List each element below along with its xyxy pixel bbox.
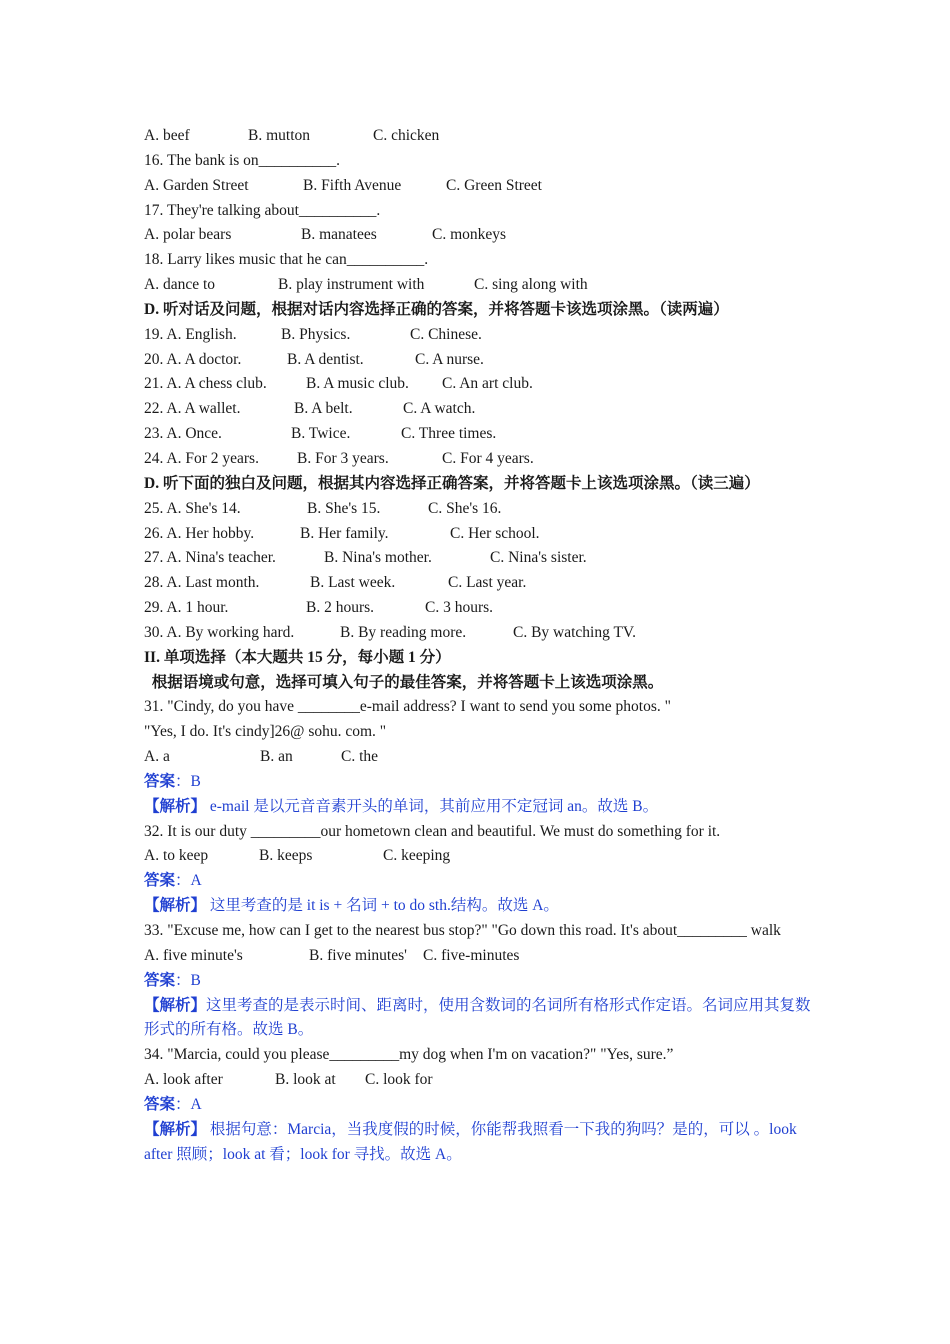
option-text: B. keeps: [259, 847, 313, 865]
explanation-label: 【解析】: [144, 996, 207, 1014]
option-text: C. the: [341, 748, 379, 766]
option-text: B. five minutes': [309, 946, 407, 964]
option-text: A. beef: [144, 127, 190, 144]
question-text: 33. "Excuse me, how can I get to the nearest bus stop?" "Go down this road. It's about_________ walk: [144, 922, 781, 939]
explanation: [144, 894, 814, 919]
document-page: [144, 124, 814, 1167]
question-text: 32. It is our duty _________our hometown clean and beautiful. We must do something for it.: [144, 822, 721, 840]
answer-label: 答案: [144, 1095, 176, 1113]
option-text: A. Garden Street: [144, 176, 249, 194]
option-text: 20. A. A doctor.: [144, 350, 242, 368]
option-text: C. Green Street: [446, 176, 542, 194]
option-row: [144, 273, 814, 298]
explanation-text: 根据句意：Marcia，当我度假的时候，你能帮我照看一下我的狗吗？是的，可以 。look after 照顾；look at 看；look for 寻找。故选 A。: [144, 1120, 797, 1163]
option-text: 29. A. 1 hour.: [144, 599, 229, 617]
option-text: B. Her family.: [300, 524, 389, 542]
option-row: [144, 223, 814, 248]
option-text: C. look for: [365, 1071, 433, 1089]
option-text: B. She's 15.: [307, 499, 381, 517]
option-row: [144, 844, 814, 869]
option-row: [144, 372, 814, 397]
option-text: B. Nina's mother.: [324, 549, 432, 567]
option-text: B. mutton: [248, 127, 311, 144]
section-heading: 根据语境或句意，选择可填入句子的最佳答案，并将答题卡上该选项涂黑。: [144, 673, 664, 691]
answer-value: ：A: [175, 1095, 202, 1113]
option-text: A. look after: [144, 1071, 223, 1089]
answer-label: 答案: [144, 872, 176, 890]
option-row: [144, 571, 814, 596]
option-row: [144, 944, 814, 969]
question-text: 17. They're talking about__________.: [144, 201, 381, 219]
option-text: B. A dentist.: [287, 350, 364, 368]
question-text: 31. "Cindy, do you have ________e-mail address? I want to send you some photos. ": [144, 698, 671, 716]
answer-value: ：B: [175, 971, 201, 989]
option-text: C. 3 hours.: [425, 599, 494, 617]
question-text: 18. Larry likes music that he can__________.: [144, 251, 429, 269]
option-row: [144, 596, 814, 621]
option-text: 22. A. A wallet.: [144, 400, 241, 418]
question-text: 16. The bank is on__________.: [144, 151, 341, 169]
option-text: C. sing along with: [474, 276, 588, 294]
option-text: 23. A. Once.: [144, 425, 222, 443]
option-text: B. A music club.: [306, 375, 409, 393]
option-text: C. A nurse.: [415, 350, 484, 368]
option-text: C. monkeys: [432, 226, 507, 244]
option-row: [144, 124, 814, 149]
option-text: 25. A. She's 14.: [144, 499, 241, 517]
option-text: C. Chinese.: [410, 325, 482, 343]
explanation-label: 【解析】: [144, 1120, 207, 1138]
option-text: 24. A. For 2 years.: [144, 449, 259, 467]
option-text: B. For 3 years.: [297, 449, 389, 467]
explanation-text: 这里考查的是表示时间、距离时，使用含数词的名词所有格形式作定语。名词应用其复数形式的所有格。故选 B。: [144, 996, 811, 1039]
option-text: 26. A. Her hobby.: [144, 524, 255, 542]
option-text: C. For 4 years.: [442, 449, 534, 467]
option-row: [144, 447, 814, 472]
explanation: [144, 1118, 814, 1168]
answer-line: [144, 1093, 814, 1118]
option-text: B. A belt.: [294, 400, 353, 418]
explanation: [144, 795, 814, 820]
question-text: 34. "Marcia, could you please_________my dog when I'm on vacation?" "Yes, sure.”: [144, 1046, 674, 1064]
section-heading: II. 单项选择（本大题共 15 分，每小题 1 分）: [144, 648, 451, 666]
option-text: C. She's 16.: [428, 499, 502, 517]
option-text: A. dance to: [144, 276, 216, 294]
option-text: A. five minute's: [144, 946, 243, 964]
option-text: C. chicken: [373, 127, 440, 144]
option-text: B. Last week.: [310, 574, 396, 592]
option-text: 28. A. Last month.: [144, 574, 260, 592]
option-text: B. an: [260, 748, 293, 766]
option-text: B. 2 hours.: [306, 599, 375, 617]
option-text: 30. A. By working hard.: [144, 623, 295, 641]
option-text: A. a: [144, 748, 170, 766]
option-text: B. Twice.: [291, 425, 351, 443]
answer-line: [144, 969, 814, 994]
option-row: [144, 422, 814, 447]
section-heading: D. 听对话及问题，根据对话内容选择正确的答案，并将答题卡该选项涂黑。（读两遍）: [144, 300, 729, 318]
answer-label: 答案: [144, 971, 176, 989]
option-row: [144, 497, 814, 522]
option-text: C. Nina's sister.: [490, 549, 587, 567]
explanation: [144, 994, 814, 1044]
answer-line: [144, 869, 814, 894]
option-text: B. play instrument with: [278, 276, 425, 294]
explanation-text: 这里考查的是 it is + 名词 + to do sth.结构。故选 A。: [206, 897, 559, 915]
option-row: [144, 522, 814, 547]
option-text: 27. A. Nina's teacher.: [144, 549, 276, 567]
option-text: 21. A. A chess club.: [144, 375, 267, 393]
option-text: B. Fifth Avenue: [303, 176, 402, 194]
option-text: C. An art club.: [442, 375, 533, 393]
option-row: [144, 1068, 814, 1093]
option-text: C. five-minutes: [423, 946, 520, 964]
option-row: [144, 621, 814, 646]
option-row: [144, 174, 814, 199]
option-text: 19. A. English.: [144, 325, 237, 343]
option-text: C. Her school.: [450, 524, 540, 542]
option-row: [144, 348, 814, 373]
option-row: [144, 323, 814, 348]
answer-value: ：B: [175, 772, 201, 790]
option-row: [144, 546, 814, 571]
section-heading: D. 听下面的独白及问题，根据其内容选择正确答案，并将答题卡上该选项涂黑。（读三遍）: [144, 474, 760, 492]
answer-line: [144, 770, 814, 795]
option-text: A. polar bears: [144, 226, 232, 244]
option-text: B. manatees: [301, 226, 377, 244]
option-text: C. Three times.: [401, 425, 497, 443]
answer-value: ：A: [175, 872, 202, 890]
option-text: C. keeping: [383, 847, 451, 865]
option-row: [144, 397, 814, 422]
question-text: "Yes, I do. It's cindy]26@ sohu. com. ": [144, 723, 387, 741]
option-text: B. look at: [275, 1071, 336, 1089]
option-text: A. to keep: [144, 847, 209, 865]
answer-label: 答案: [144, 772, 176, 790]
option-text: B. Physics.: [281, 325, 351, 343]
option-text: C. A watch.: [403, 400, 476, 418]
explanation-label: 【解析】: [144, 897, 207, 915]
option-text: C. By watching TV.: [513, 623, 637, 641]
option-row: [144, 745, 814, 770]
explanation-label: 【解析】: [144, 797, 207, 815]
option-text: C. Last year.: [448, 574, 527, 592]
explanation-text: e-mail 是以元音音素开头的单词，其前应用不定冠词 an。故选 B。: [206, 797, 659, 815]
option-text: B. By reading more.: [340, 623, 467, 641]
